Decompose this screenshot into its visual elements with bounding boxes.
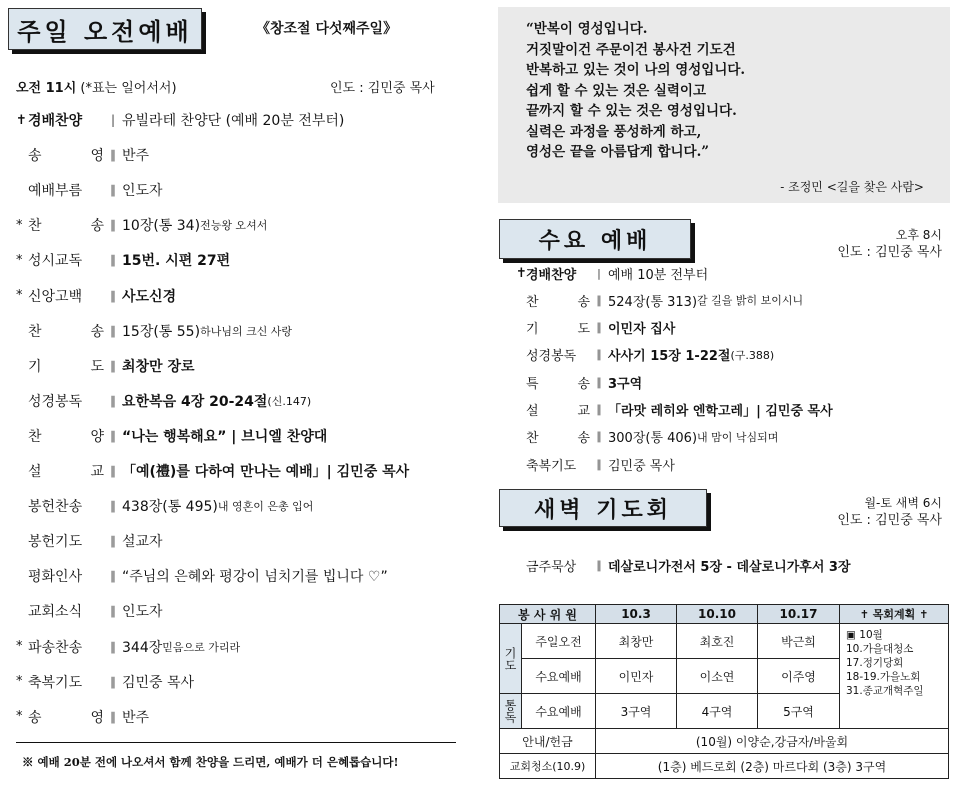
- item-value: 「예(禮)를 다하여 만나는 예배」| 김민중 목사: [122, 464, 410, 480]
- item-value: 15번. 시편 27편: [122, 253, 231, 270]
- item-label: 찬 송: [28, 218, 104, 235]
- item-label: 송 영: [28, 148, 104, 165]
- item-label: 경배찬양: [28, 113, 83, 129]
- item-separator: ∥: [110, 323, 116, 338]
- item-label: 성경봉독: [526, 349, 577, 365]
- sunday-item: [16, 529, 163, 553]
- sunday-item: [16, 354, 195, 378]
- item-value: 10장(통 34): [122, 218, 201, 235]
- item-value: 최창만 장로: [122, 358, 195, 375]
- item-label: 설 교: [28, 464, 104, 480]
- item-label: 찬 양: [28, 428, 104, 445]
- item-star-icon: *: [16, 217, 23, 233]
- wednesday-time: 오후 8시: [895, 228, 942, 242]
- item-value: 300장(통 406): [608, 431, 698, 447]
- item-value: “주님의 은혜와 평강이 넘치기를 빕니다 ♡”: [122, 569, 388, 586]
- wednesday-item: [516, 317, 675, 339]
- plan-line: ▣ 10월: [846, 629, 883, 641]
- plan-cell: [840, 624, 949, 729]
- item-value: 사사기 15장 1-22절: [608, 349, 731, 365]
- item-separator: ∥: [110, 639, 116, 654]
- plan-line: 10.가을대청소: [846, 643, 914, 655]
- item-label: 경배찬양: [526, 267, 577, 283]
- cell: 최창만: [596, 624, 677, 659]
- cell: 이주영: [758, 659, 840, 694]
- quote-line: 반복하고 있는 것이 나의 영성입니다.: [526, 62, 746, 78]
- quote-source: - 조정민 <길을 찾은 사람>: [780, 180, 924, 194]
- cell: 3구역: [596, 694, 677, 729]
- item-separator: ∥: [110, 428, 116, 443]
- item-separator: ∥: [110, 534, 116, 549]
- sunday-footer-rule: [16, 742, 456, 743]
- item-value: 설교자: [122, 534, 163, 551]
- sunday-item: [16, 459, 409, 483]
- sunday-item: [16, 389, 311, 413]
- item-separator: ∥: [596, 348, 602, 362]
- wednesday-title: 수요 예배: [499, 219, 691, 259]
- item-star-icon: ✝: [516, 265, 527, 281]
- item-label: 기 도: [28, 358, 104, 375]
- item-value: 인도자: [122, 183, 163, 200]
- dawn-reading-sep: ∥: [596, 558, 602, 572]
- guide-value: (10월) 이양순,강금자/바울회: [596, 729, 949, 754]
- item-value: 사도신경: [122, 288, 177, 305]
- quote-line: 끝까지 할 수 있는 것은 영성입니다.: [526, 103, 737, 119]
- sunday-time: [16, 77, 177, 96]
- group-tong: 통독: [500, 694, 522, 729]
- sunday-item: [16, 705, 149, 729]
- item-separator: ∥: [110, 464, 116, 478]
- item-value: 예배 10분 전부터: [608, 267, 709, 283]
- item-label: 축복기도: [526, 458, 577, 474]
- item-separator: ∥: [110, 148, 116, 163]
- cell: 이소연: [677, 659, 758, 694]
- wednesday-item: [516, 289, 803, 311]
- item-label: 봉헌찬송: [28, 499, 83, 516]
- item-note: 내 맘이 낙심되며: [697, 430, 779, 444]
- sunday-item: [16, 284, 176, 308]
- item-value: 524장(통 313): [608, 294, 698, 310]
- item-note: 갈 길을 밝히 보이시니: [697, 294, 804, 308]
- item-value: 김민중 목사: [608, 458, 675, 474]
- item-value: “나는 행복해요” | 브니엘 찬양대: [122, 428, 328, 445]
- item-value: 김민중 목사: [122, 674, 195, 691]
- item-separator: ∥: [110, 393, 116, 408]
- item-separator: ∥: [110, 358, 116, 373]
- item-star-icon: *: [16, 674, 23, 690]
- item-separator: ∥: [110, 183, 116, 198]
- item-value: 인도자: [122, 604, 163, 621]
- plan-header: ✝ 목회계획 ✝: [840, 605, 949, 624]
- item-value: 요한복음 4장 20-24절: [122, 393, 268, 410]
- item-note: (구.388): [730, 348, 775, 362]
- item-value: 반주: [122, 148, 150, 165]
- guide-label: 안내/헌금: [500, 729, 596, 754]
- item-label: 축복기도: [28, 674, 83, 691]
- cell: 4구역: [677, 694, 758, 729]
- plan-line: 31.종교개혁주일: [846, 685, 924, 697]
- sunday-item: [16, 143, 149, 167]
- item-value: 15장(통 55): [122, 323, 201, 340]
- item-note: 믿음으로 가리라: [162, 640, 241, 654]
- item-separator: |: [597, 266, 601, 280]
- item-separator: ∥: [596, 403, 602, 416]
- item-label: 기 도: [526, 322, 590, 338]
- item-note: 내 영혼이 은총 입어: [217, 500, 314, 514]
- sunday-item: [16, 564, 388, 588]
- clean-label: 교회청소(10.9): [500, 754, 596, 779]
- date-header: 10.17: [758, 605, 840, 624]
- sunday-item: [16, 248, 230, 272]
- item-note: (신.147): [267, 394, 312, 408]
- item-label: 성경봉독: [28, 393, 83, 410]
- item-label: 파송찬송: [28, 639, 83, 656]
- sunday-item: [16, 213, 267, 237]
- wednesday-item: [516, 344, 774, 366]
- wednesday-item: [516, 399, 833, 421]
- dawn-reading-label: 금주묵상: [526, 559, 577, 575]
- cell: 최호진: [677, 624, 758, 659]
- item-value: 이민자 집사: [608, 322, 676, 338]
- sunday-footer-note: ※ 예배 20분 전에 나오셔서 함께 찬양을 드리면, 예배가 더 은혜롭습니다!: [22, 755, 399, 769]
- item-value: 반주: [122, 709, 150, 726]
- plan-line: 17.정기당회: [846, 657, 904, 669]
- dawn-leader: 인도 : 김민중 목사: [837, 513, 942, 528]
- item-value: 3구역: [608, 376, 643, 392]
- wednesday-item: [516, 262, 708, 284]
- sunday-item: [16, 494, 313, 518]
- date-header: 10.10: [677, 605, 758, 624]
- item-note: 전능왕 오셔서: [200, 219, 268, 233]
- item-star-icon: ✝: [16, 112, 27, 128]
- item-label: 신앙고백: [28, 288, 83, 305]
- quote-line: “반복이 영성입니다.: [526, 21, 648, 37]
- sunday-item: [16, 599, 163, 623]
- date-header: 10.3: [596, 605, 677, 624]
- item-label: 교회소식: [28, 604, 83, 621]
- quote-box: [498, 7, 950, 203]
- item-separator: ∥: [596, 321, 602, 335]
- dawn-title: 새벽 기도회: [499, 489, 707, 527]
- cell: 5구역: [758, 694, 840, 729]
- dawn-reading-row: [526, 554, 851, 576]
- wednesday-leader: 인도 : 김민중 목사: [837, 245, 942, 260]
- sunday-item: [16, 670, 194, 694]
- item-star-icon: *: [16, 709, 23, 725]
- item-separator: ∥: [596, 293, 602, 307]
- sunday-item: [16, 635, 240, 659]
- item-label: 설 교: [526, 404, 590, 419]
- item-label: 찬 송: [526, 294, 590, 310]
- sunday-item: [16, 178, 163, 202]
- group-gido: 기도: [500, 624, 522, 694]
- item-separator: ∥: [110, 218, 116, 233]
- volunteer-table: [499, 604, 949, 779]
- item-label: 예배부름: [28, 183, 83, 200]
- cell: 박근희: [758, 624, 840, 659]
- item-separator: ∥: [596, 430, 602, 444]
- item-note: 하나님의 크신 사랑: [200, 324, 293, 338]
- item-label: 송 영: [28, 709, 104, 726]
- sunday-item: [16, 108, 344, 132]
- row-label: 수요예배: [522, 659, 596, 694]
- wednesday-item: [516, 426, 778, 448]
- sunday-leader: 인도 : 김민중 목사: [330, 81, 435, 96]
- item-separator: ∥: [110, 569, 116, 584]
- sunday-time-label: 오전 11시: [16, 81, 77, 96]
- item-star-icon: *: [16, 639, 23, 654]
- clean-value: (1층) 베드로회 (2층) 마르다회 (3층) 3구역: [596, 754, 949, 779]
- sunday-title: 주일 오전예배: [8, 8, 202, 50]
- item-label: 특 송: [526, 376, 590, 392]
- item-separator: ∥: [110, 709, 116, 724]
- item-star-icon: *: [16, 252, 23, 268]
- item-label: 찬 송: [526, 431, 590, 447]
- item-star-icon: *: [16, 288, 23, 303]
- sunday-item: [16, 424, 327, 448]
- item-separator: ∥: [110, 499, 116, 514]
- cell: 이민자: [596, 659, 677, 694]
- item-value: 438장(통 495): [122, 499, 218, 516]
- row-label: 주일오전: [522, 624, 596, 659]
- item-separator: |: [110, 113, 116, 127]
- dawn-reading-value: 데살로니가전서 5장 - 데살로니가후서 3장: [608, 559, 851, 575]
- volunteer-header: 봉 사 위 원: [500, 605, 596, 624]
- sunday-item: [16, 319, 292, 343]
- item-value: 유빌라테 찬양단 (예배 20분 전부터): [122, 113, 345, 129]
- item-value: 「라맛 레히와 엔학고레」| 김민중 목사: [608, 404, 833, 419]
- quote-line: 영성은 끝을 아름답게 합니다.”: [526, 144, 710, 160]
- item-separator: ∥: [110, 604, 116, 619]
- item-separator: ∥: [596, 375, 602, 389]
- wednesday-item: [516, 453, 675, 475]
- item-label: 성시교독: [28, 253, 83, 270]
- plan-line: 18-19.가을노회: [846, 671, 921, 683]
- quote-line: 쉽게 할 수 있는 것은 실력이고: [526, 82, 706, 99]
- item-value: 344장: [122, 639, 163, 656]
- quote-line: 거짓말이건 주문이건 봉사건 기도건: [526, 41, 736, 58]
- item-label: 찬 송: [28, 323, 104, 340]
- item-separator: ∥: [110, 288, 116, 303]
- item-separator: ∥: [110, 253, 116, 268]
- sunday-subtitle: 《창조절 다섯째주일》: [256, 21, 398, 37]
- quote-line: 실력은 과정을 풍성하게 하고,: [526, 123, 702, 140]
- row-label: 수요예배: [522, 694, 596, 729]
- wednesday-item: [516, 371, 642, 393]
- dawn-time: 월-토 새벽 6시: [864, 496, 942, 510]
- item-label: 평화인사: [28, 569, 83, 586]
- sunday-time-note: (*표는 일어서서): [76, 81, 177, 96]
- item-separator: ∥: [110, 674, 116, 689]
- item-label: 봉헌기도: [28, 534, 83, 551]
- item-separator: ∥: [596, 457, 602, 471]
